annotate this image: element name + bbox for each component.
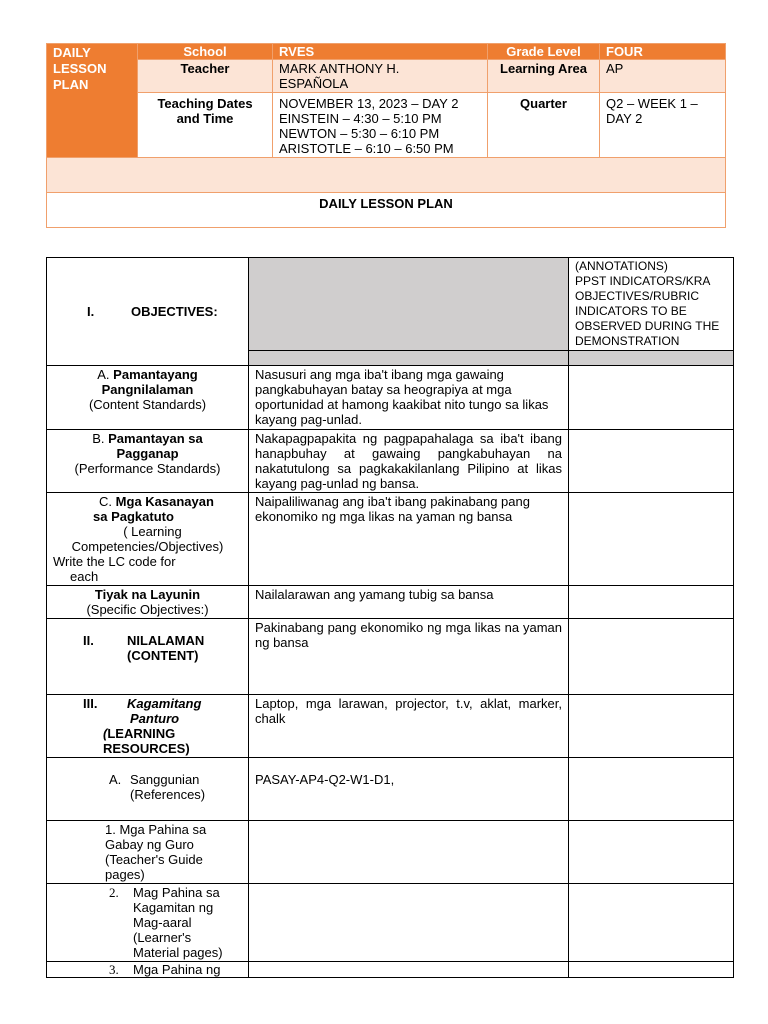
objectives-value-cell [249,258,569,351]
performance-standards-sub: (Performance Standards) [74,461,221,476]
teacher-guide-value [249,821,569,884]
teaching-dates-value [273,93,488,158]
learner-material-line: (Learner's [133,930,192,945]
lesson-plan-header [46,43,726,228]
performance-standards-title-line: Pagganap [116,446,179,461]
performance-standards-annotation [569,430,734,493]
teacher-guide-line: pages) [105,867,145,882]
teacher-guide-label-cell [47,821,249,884]
daily-lesson-plan-banner: DAILY LESSON PLAN [47,193,726,228]
school-label: School [138,44,273,60]
references-title-line: (References) [130,787,206,802]
lesson-plan-table [46,257,734,978]
references-title: Sanggunian [130,772,200,787]
teaching-date-line: NOVEMBER 13, 2023 – DAY 2 [279,96,459,111]
content-annotation [569,619,734,695]
quarter-label: Quarter [488,93,600,158]
content-standards-label-cell [47,366,249,430]
competencies-title [53,494,242,509]
quarter-value [600,93,726,158]
teacher-value [273,60,488,93]
teacher-label: Teacher [138,60,273,93]
performance-standards-prefix: B. [92,431,109,446]
teaching-date-line: NEWTON – 5:30 – 6:10 PM [279,126,440,141]
learner-material-line: Mag-aaral [133,915,192,930]
learner-material-text: Mag Pahina sa [133,885,220,900]
content-standards-title [53,367,242,382]
teaching-date-line: EINSTEIN – 4:30 – 5:10 PM [279,111,442,126]
textbook-number: 3. [109,962,119,977]
textbook-annotation [569,962,734,978]
resources-title: Kagamitang [127,696,202,711]
textbook-text: Mga Pahina ng [133,962,221,977]
header-title-cell [47,44,138,158]
content-sub: (CONTENT) [127,648,199,663]
references-title-row [53,772,242,787]
teacher-name-line: MARK ANTHONY H. [279,61,400,76]
annotations-line: OBSERVED DURING THE [575,319,720,333]
learning-area-label: Learning Area [488,60,600,93]
header-title-line: DAILY [53,45,91,60]
quarter-value-line: DAY 2 [606,111,643,126]
content-title-row [53,633,242,648]
learner-material-number: 2. [109,885,119,900]
specific-objectives-sub: (Specific Objectives:) [86,602,209,617]
resources-label-cell [47,695,249,758]
annotations-line: OBJECTIVES/RUBRIC [575,289,700,303]
annotations-gray-strip [569,351,734,366]
competencies-sub-line: ( Learning [123,524,182,539]
content-standards-title-line: Pangnilalaman [101,382,194,397]
objectives-heading: OBJECTIVES: [131,304,218,319]
learner-material-value [249,884,569,962]
specific-objectives-value: Nailalarawan ang yamang tubig sa bansa [249,586,569,619]
teaching-dates-label-line: Teaching Dates [157,96,253,111]
learner-material-annotation [569,884,734,962]
performance-standards-title [53,431,242,446]
annotations-line: (ANNOTATIONS) [575,259,668,273]
quarter-value-line: Q2 – WEEK 1 – [606,96,698,111]
annotations-line: PPST INDICATORS/KRA [575,274,711,288]
specific-objectives-label-cell [47,586,249,619]
specific-objectives-annotation [569,586,734,619]
resources-sub-line: RESOURCES) [103,741,190,756]
content-standards-title-text: Pamantayang [113,367,198,382]
performance-standards-title-text: Pamantayan sa [108,431,203,446]
resources-annotation [569,695,734,758]
teacher-guide-line: (Teacher's Guide [105,852,203,867]
resources-value: Laptop, mga larawan, projector, t.v, aklat, marker, chalk [249,695,569,758]
competencies-sub-line: each [70,569,99,584]
objectives-number: I. [87,304,95,319]
resources-number: III. [83,696,98,711]
references-annotation [569,758,734,821]
competencies-annotation [569,493,734,586]
annotations-cell [569,258,734,351]
school-value: RVES [273,44,488,60]
resources-title-row [53,696,242,711]
resources-title-line: Panturo [130,711,180,726]
content-standards-annotation [569,366,734,430]
teacher-guide-line: Gabay ng Guro [105,837,194,852]
textbook-value [249,962,569,978]
competencies-title-text: Mga Kasanayan [115,494,214,509]
content-value: Pakinabang pang ekonomiko ng mga likas na yaman ng bansa [249,619,569,695]
competencies-sub-line: Write the LC code for [53,554,176,569]
teaching-dates-label [138,93,273,158]
annotations-line: DEMONSTRATION [575,334,680,348]
header-title-line: LESSON [53,61,107,76]
teaching-dates-label-line: and Time [176,111,234,126]
references-value: PASAY-AP4-Q2-W1-D1, [249,758,569,821]
performance-standards-label-cell [47,430,249,493]
objectives-gray-strip [249,351,569,366]
competencies-value: Naipaliliwanag ang iba't ibang pakinabang pang ekonomiko ng mga likas na yaman ng bansa [249,493,569,586]
grade-value: FOUR [600,44,726,60]
learning-area-value: AP [600,60,726,93]
grade-label: Grade Level [488,44,600,60]
performance-standards-value: Nakapagpapakita ng pagpapahalaga sa iba't ibang hanapbuhay at gawaing pangkabuhayan na nakatutulong sa pagkakakilanlang Pilipino at likas kayang pag-unlad ng bansa. [249,430,569,493]
learner-material-title-row [53,885,242,900]
header-title-line: PLAN [53,77,89,92]
teacher-guide-line: 1. Mga Pahina sa [105,822,207,837]
textbook-label-cell [47,962,249,978]
competencies-sub-line: Competencies/Objectives) [71,539,224,554]
header-spacer-row [47,158,726,193]
learner-material-line: Kagamitan ng [133,900,214,915]
competencies-prefix: C. [99,494,116,509]
content-standards-sub: (Content Standards) [88,397,207,412]
resources-sub-paren: ( [103,726,108,741]
content-number: II. [83,633,94,648]
teacher-name-line: ESPAÑOLA [279,76,349,91]
learner-material-label-cell [47,884,249,962]
content-label-cell [47,619,249,695]
content-standards-prefix: A. [97,367,114,382]
learner-material-line: Material pages) [133,945,223,960]
resources-sub [53,726,242,741]
references-prefix: A. [109,772,122,787]
teaching-date-line: ARISTOTLE – 6:10 – 6:50 PM [279,141,454,156]
annotations-line: INDICATORS TO BE [575,304,687,318]
competencies-label-cell [47,493,249,586]
content-standards-value: Nasusuri ang mga iba't ibang mga gawaing pangkabuhayan batay sa heograpiya at mga oportunidad at hamong kaakibat nito tungo sa likas kayang pag-unlad. [249,366,569,430]
objectives-heading-cell [47,258,249,366]
competencies-title-line: sa Pagkatuto [93,509,174,524]
resources-sub-text: LEARNING [107,726,176,741]
references-label-cell [47,758,249,821]
teacher-guide-annotation [569,821,734,884]
specific-objectives-title: Tiyak na Layunin [94,587,201,602]
content-title: NILALAMAN [127,633,205,648]
